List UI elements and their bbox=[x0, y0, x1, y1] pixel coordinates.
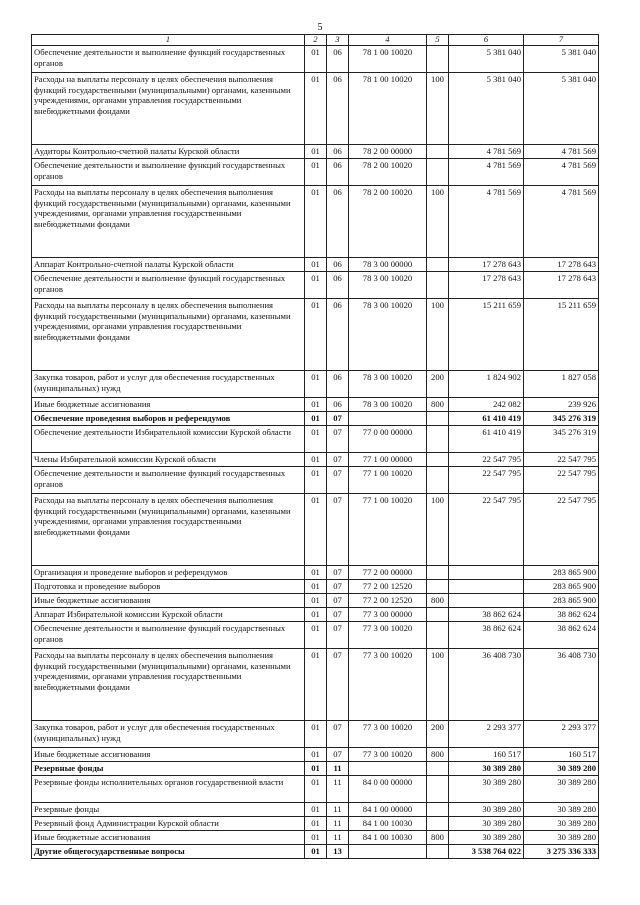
row-name: Резервные фонды bbox=[32, 762, 305, 776]
row-sum-year-1 bbox=[449, 594, 524, 608]
row-name: Резервный фонд Администрации Курской области bbox=[32, 817, 305, 831]
row-sum-year-1 bbox=[449, 580, 524, 594]
table-row bbox=[32, 566, 599, 580]
row-section-code: 01 bbox=[305, 831, 327, 845]
row-sum-year-1: 30 389 280 bbox=[449, 817, 524, 831]
row-target-article: 78 1 00 10020 bbox=[349, 46, 427, 73]
table-row bbox=[32, 608, 599, 622]
row-subsection-code: 07 bbox=[327, 608, 349, 622]
row-expense-type bbox=[427, 566, 449, 580]
row-sum-year-2: 15 211 659 bbox=[524, 299, 599, 371]
row-sum-year-1: 242 082 bbox=[449, 398, 524, 412]
row-sum-year-1: 30 389 280 bbox=[449, 776, 524, 803]
row-sum-year-1: 1 824 902 bbox=[449, 371, 524, 398]
row-section-code: 01 bbox=[305, 817, 327, 831]
row-subsection-code: 06 bbox=[327, 145, 349, 159]
row-subsection-code: 07 bbox=[327, 453, 349, 467]
row-target-article: 78 3 00 10020 bbox=[349, 272, 427, 299]
row-sum-year-1: 30 389 280 bbox=[449, 831, 524, 845]
row-section-code: 01 bbox=[305, 622, 327, 649]
row-expense-type bbox=[427, 762, 449, 776]
row-subsection-code: 06 bbox=[327, 159, 349, 186]
row-target-article bbox=[349, 845, 427, 859]
row-sum-year-2: 30 389 280 bbox=[524, 817, 599, 831]
row-target-article: 77 3 00 10020 bbox=[349, 748, 427, 762]
row-target-article: 77 2 00 12520 bbox=[349, 580, 427, 594]
row-section-code: 01 bbox=[305, 649, 327, 721]
row-sum-year-2: 17 278 643 bbox=[524, 272, 599, 299]
row-section-code: 01 bbox=[305, 453, 327, 467]
row-subsection-code: 07 bbox=[327, 494, 349, 566]
row-expense-type bbox=[427, 412, 449, 426]
col-header-sum-year-2: 7 bbox=[524, 35, 599, 46]
col-header-sum-year-1: 6 bbox=[449, 35, 524, 46]
row-subsection-code: 07 bbox=[327, 748, 349, 762]
row-name: Подготовка и проведение выборов bbox=[32, 580, 305, 594]
row-expense-type bbox=[427, 453, 449, 467]
table-row bbox=[32, 426, 599, 453]
row-expense-type: 200 bbox=[427, 371, 449, 398]
row-sum-year-1: 4 781 569 bbox=[449, 145, 524, 159]
row-subsection-code: 06 bbox=[327, 73, 349, 145]
row-sum-year-1: 2 293 377 bbox=[449, 721, 524, 748]
row-sum-year-2: 1 827 058 bbox=[524, 371, 599, 398]
row-name: Расходы на выплаты персоналу в целях обеспечения выполнения функций государственными (муниципальными) органами, казенными учреждениями, органами управления государственными внебюджетными фондами bbox=[32, 649, 305, 721]
table-row bbox=[32, 594, 599, 608]
row-subsection-code: 11 bbox=[327, 776, 349, 803]
page-number: 5 bbox=[317, 22, 323, 33]
row-target-article: 77 3 00 10020 bbox=[349, 622, 427, 649]
row-section-code: 01 bbox=[305, 594, 327, 608]
row-section-code: 01 bbox=[305, 371, 327, 398]
row-sum-year-1: 5 381 040 bbox=[449, 73, 524, 145]
row-section-code: 01 bbox=[305, 494, 327, 566]
row-name: Обеспечение деятельности и выполнение функций государственных органов bbox=[32, 467, 305, 494]
row-expense-type bbox=[427, 258, 449, 272]
row-section-code: 01 bbox=[305, 845, 327, 859]
row-target-article: 78 2 00 10020 bbox=[349, 159, 427, 186]
row-name: Расходы на выплаты персоналу в целях обеспечения выполнения функций государственными (муниципальными) органами, казенными учреждениями, органами управления государственными внебюджетными фондами bbox=[32, 186, 305, 258]
row-sum-year-1: 3 538 764 022 bbox=[449, 845, 524, 859]
row-section-code: 01 bbox=[305, 580, 327, 594]
row-expense-type bbox=[427, 159, 449, 186]
row-sum-year-1: 4 781 569 bbox=[449, 186, 524, 258]
row-section-code: 01 bbox=[305, 299, 327, 371]
row-subsection-code: 07 bbox=[327, 622, 349, 649]
row-target-article: 78 2 00 10020 bbox=[349, 186, 427, 258]
row-target-article: 78 3 00 10020 bbox=[349, 371, 427, 398]
row-expense-type: 100 bbox=[427, 73, 449, 145]
table-row bbox=[32, 494, 599, 566]
row-name: Аудиторы Контрольно-счетной палаты Курской области bbox=[32, 145, 305, 159]
row-target-article: 78 3 00 00000 bbox=[349, 258, 427, 272]
row-subsection-code: 07 bbox=[327, 594, 349, 608]
table-row bbox=[32, 845, 599, 859]
row-sum-year-2: 283 865 900 bbox=[524, 594, 599, 608]
row-expense-type bbox=[427, 426, 449, 453]
table-row bbox=[32, 817, 599, 831]
table-row bbox=[32, 467, 599, 494]
row-subsection-code: 07 bbox=[327, 426, 349, 453]
row-subsection-code: 07 bbox=[327, 566, 349, 580]
row-subsection-code: 06 bbox=[327, 258, 349, 272]
row-section-code: 01 bbox=[305, 721, 327, 748]
row-sum-year-1: 38 862 624 bbox=[449, 608, 524, 622]
row-subsection-code: 11 bbox=[327, 817, 349, 831]
row-subsection-code: 11 bbox=[327, 803, 349, 817]
table-row bbox=[32, 748, 599, 762]
table-row bbox=[32, 371, 599, 398]
row-name: Резервные фонды bbox=[32, 803, 305, 817]
table-row bbox=[32, 46, 599, 73]
row-expense-type bbox=[427, 622, 449, 649]
row-name: Обеспечение проведения выборов и референдумов bbox=[32, 412, 305, 426]
row-expense-type: 200 bbox=[427, 721, 449, 748]
table-row bbox=[32, 412, 599, 426]
row-sum-year-2: 22 547 795 bbox=[524, 453, 599, 467]
row-sum-year-1: 38 862 624 bbox=[449, 622, 524, 649]
row-expense-type: 800 bbox=[427, 594, 449, 608]
table-row bbox=[32, 272, 599, 299]
row-name: Обеспечение деятельности и выполнение функций государственных органов bbox=[32, 272, 305, 299]
row-name: Расходы на выплаты персоналу в целях обеспечения выполнения функций государственными (муниципальными) органами, казенными учреждениями, органами управления государственными внебюджетными фондами bbox=[32, 73, 305, 145]
col-header-section: 2 bbox=[305, 35, 327, 46]
row-target-article: 77 1 00 10020 bbox=[349, 467, 427, 494]
row-expense-type: 100 bbox=[427, 494, 449, 566]
row-name: Обеспечение деятельности и выполнение функций государственных органов bbox=[32, 46, 305, 73]
row-name: Организация и проведение выборов и референдумов bbox=[32, 566, 305, 580]
row-sum-year-2: 38 862 624 bbox=[524, 622, 599, 649]
row-expense-type bbox=[427, 145, 449, 159]
row-target-article: 78 3 00 10020 bbox=[349, 299, 427, 371]
row-sum-year-1 bbox=[449, 566, 524, 580]
row-subsection-code: 11 bbox=[327, 762, 349, 776]
row-section-code: 01 bbox=[305, 608, 327, 622]
row-name: Иные бюджетные ассигнования bbox=[32, 594, 305, 608]
table-row bbox=[32, 186, 599, 258]
row-section-code: 01 bbox=[305, 186, 327, 258]
row-sum-year-1: 61 410 419 bbox=[449, 412, 524, 426]
row-sum-year-1: 4 781 569 bbox=[449, 159, 524, 186]
column-number-row bbox=[32, 35, 599, 46]
row-section-code: 01 bbox=[305, 398, 327, 412]
row-section-code: 01 bbox=[305, 159, 327, 186]
row-target-article bbox=[349, 412, 427, 426]
row-target-article: 77 0 00 00000 bbox=[349, 426, 427, 453]
row-target-article: 77 1 00 00000 bbox=[349, 453, 427, 467]
row-sum-year-2: 30 389 280 bbox=[524, 776, 599, 803]
row-sum-year-2: 5 381 040 bbox=[524, 46, 599, 73]
row-sum-year-2: 30 389 280 bbox=[524, 762, 599, 776]
row-expense-type bbox=[427, 817, 449, 831]
row-name: Резервные фонды исполнительных органов государственной власти bbox=[32, 776, 305, 803]
row-section-code: 01 bbox=[305, 803, 327, 817]
row-name: Обеспечение деятельности и выполнение функций государственных органов bbox=[32, 622, 305, 649]
row-subsection-code: 07 bbox=[327, 721, 349, 748]
row-name: Расходы на выплаты персоналу в целях обеспечения выполнения функций государственными (муниципальными) органами, казенными учреждениями, органами управления государственными внебюджетными фондами bbox=[32, 494, 305, 566]
row-section-code: 01 bbox=[305, 412, 327, 426]
row-expense-type bbox=[427, 608, 449, 622]
row-expense-type bbox=[427, 803, 449, 817]
row-sum-year-1: 22 547 795 bbox=[449, 494, 524, 566]
row-target-article: 84 1 00 00000 bbox=[349, 803, 427, 817]
col-header-name: 1 bbox=[32, 35, 305, 46]
row-expense-type: 100 bbox=[427, 186, 449, 258]
row-sum-year-1: 17 278 643 bbox=[449, 272, 524, 299]
row-target-article: 78 3 00 10020 bbox=[349, 398, 427, 412]
row-sum-year-2: 5 381 040 bbox=[524, 73, 599, 145]
row-expense-type: 800 bbox=[427, 748, 449, 762]
table-row bbox=[32, 622, 599, 649]
row-name: Аппарат Контрольно-счетной палаты Курской области bbox=[32, 258, 305, 272]
row-sum-year-2: 38 862 624 bbox=[524, 608, 599, 622]
row-sum-year-1: 36 408 730 bbox=[449, 649, 524, 721]
row-target-article: 77 3 00 10020 bbox=[349, 721, 427, 748]
row-subsection-code: 06 bbox=[327, 371, 349, 398]
row-sum-year-1: 160 517 bbox=[449, 748, 524, 762]
row-expense-type bbox=[427, 580, 449, 594]
row-section-code: 01 bbox=[305, 46, 327, 73]
row-sum-year-2: 160 517 bbox=[524, 748, 599, 762]
row-target-article: 77 3 00 00000 bbox=[349, 608, 427, 622]
row-target-article: 78 1 00 10020 bbox=[349, 73, 427, 145]
table-row bbox=[32, 831, 599, 845]
row-sum-year-2: 30 389 280 bbox=[524, 803, 599, 817]
table-row bbox=[32, 299, 599, 371]
col-header-expense-type: 5 bbox=[427, 35, 449, 46]
row-section-code: 01 bbox=[305, 426, 327, 453]
row-subsection-code: 06 bbox=[327, 186, 349, 258]
row-target-article bbox=[349, 762, 427, 776]
row-sum-year-2: 17 278 643 bbox=[524, 258, 599, 272]
table-row bbox=[32, 803, 599, 817]
row-expense-type bbox=[427, 776, 449, 803]
row-name: Аппарат Избирательной комиссии Курской области bbox=[32, 608, 305, 622]
row-sum-year-2: 36 408 730 bbox=[524, 649, 599, 721]
row-sum-year-2: 3 275 336 333 bbox=[524, 845, 599, 859]
row-subsection-code: 06 bbox=[327, 398, 349, 412]
col-header-subsection: 3 bbox=[327, 35, 349, 46]
row-target-article: 84 0 00 00000 bbox=[349, 776, 427, 803]
row-name: Обеспечение деятельности Избирательной комиссии Курской области bbox=[32, 426, 305, 453]
row-expense-type bbox=[427, 467, 449, 494]
row-name: Иные бюджетные ассигнования bbox=[32, 831, 305, 845]
row-sum-year-2: 283 865 900 bbox=[524, 580, 599, 594]
row-sum-year-1: 15 211 659 bbox=[449, 299, 524, 371]
table-row bbox=[32, 721, 599, 748]
row-expense-type bbox=[427, 272, 449, 299]
row-section-code: 01 bbox=[305, 145, 327, 159]
row-name: Расходы на выплаты персоналу в целях обеспечения выполнения функций государственными (муниципальными) органами, казенными учреждениями, органами управления государственными внебюджетными фондами bbox=[32, 299, 305, 371]
row-sum-year-1: 22 547 795 bbox=[449, 467, 524, 494]
row-section-code: 01 bbox=[305, 566, 327, 580]
row-sum-year-1: 30 389 280 bbox=[449, 762, 524, 776]
row-target-article: 77 3 00 10020 bbox=[349, 649, 427, 721]
row-sum-year-2: 4 781 569 bbox=[524, 159, 599, 186]
row-subsection-code: 07 bbox=[327, 580, 349, 594]
row-sum-year-2: 4 781 569 bbox=[524, 145, 599, 159]
row-expense-type: 100 bbox=[427, 649, 449, 721]
row-section-code: 01 bbox=[305, 467, 327, 494]
row-sum-year-2: 2 293 377 bbox=[524, 721, 599, 748]
row-target-article: 78 2 00 00000 bbox=[349, 145, 427, 159]
row-target-article: 77 1 00 10020 bbox=[349, 494, 427, 566]
row-sum-year-2: 22 547 795 bbox=[524, 467, 599, 494]
budget-table bbox=[31, 34, 599, 859]
row-target-article: 77 2 00 00000 bbox=[349, 566, 427, 580]
col-header-target-article: 4 bbox=[349, 35, 427, 46]
table-row bbox=[32, 258, 599, 272]
row-subsection-code: 06 bbox=[327, 272, 349, 299]
row-expense-type bbox=[427, 845, 449, 859]
table-row bbox=[32, 398, 599, 412]
row-target-article: 77 2 00 12520 bbox=[349, 594, 427, 608]
table-row bbox=[32, 649, 599, 721]
row-name: Закупка товаров, работ и услуг для обеспечения государственных (муниципальных) нужд bbox=[32, 721, 305, 748]
table-body bbox=[32, 46, 599, 859]
row-sum-year-2: 239 926 bbox=[524, 398, 599, 412]
row-section-code: 01 bbox=[305, 258, 327, 272]
row-sum-year-1: 61 410 419 bbox=[449, 426, 524, 453]
row-sum-year-2: 283 865 900 bbox=[524, 566, 599, 580]
row-section-code: 01 bbox=[305, 748, 327, 762]
table-row bbox=[32, 776, 599, 803]
row-section-code: 01 bbox=[305, 73, 327, 145]
row-expense-type: 800 bbox=[427, 831, 449, 845]
row-subsection-code: 11 bbox=[327, 831, 349, 845]
table-row bbox=[32, 762, 599, 776]
row-name: Закупка товаров, работ и услуг для обеспечения государственных (муниципальных) нужд bbox=[32, 371, 305, 398]
row-expense-type bbox=[427, 46, 449, 73]
row-section-code: 01 bbox=[305, 762, 327, 776]
table-row bbox=[32, 453, 599, 467]
row-target-article: 84 1 00 10030 bbox=[349, 831, 427, 845]
row-name: Иные бюджетные ассигнования bbox=[32, 748, 305, 762]
row-sum-year-2: 30 389 280 bbox=[524, 831, 599, 845]
row-expense-type: 100 bbox=[427, 299, 449, 371]
row-sum-year-1: 5 381 040 bbox=[449, 46, 524, 73]
row-name: Иные бюджетные ассигнования bbox=[32, 398, 305, 412]
row-target-article: 84 1 00 10030 bbox=[349, 817, 427, 831]
row-name: Обеспечение деятельности и выполнение функций государственных органов bbox=[32, 159, 305, 186]
row-subsection-code: 13 bbox=[327, 845, 349, 859]
row-sum-year-1: 30 389 280 bbox=[449, 803, 524, 817]
row-name: Члены Избирательной комиссии Курской области bbox=[32, 453, 305, 467]
row-sum-year-2: 22 547 795 bbox=[524, 494, 599, 566]
table-row bbox=[32, 73, 599, 145]
row-subsection-code: 06 bbox=[327, 46, 349, 73]
row-expense-type: 800 bbox=[427, 398, 449, 412]
row-section-code: 01 bbox=[305, 776, 327, 803]
row-sum-year-2: 345 276 319 bbox=[524, 412, 599, 426]
row-subsection-code: 06 bbox=[327, 299, 349, 371]
row-sum-year-2: 4 781 569 bbox=[524, 186, 599, 258]
table-row bbox=[32, 159, 599, 186]
row-subsection-code: 07 bbox=[327, 467, 349, 494]
row-sum-year-1: 17 278 643 bbox=[449, 258, 524, 272]
row-name: Другие общегосударственные вопросы bbox=[32, 845, 305, 859]
table-row bbox=[32, 145, 599, 159]
row-subsection-code: 07 bbox=[327, 649, 349, 721]
row-sum-year-2: 345 276 319 bbox=[524, 426, 599, 453]
row-section-code: 01 bbox=[305, 272, 327, 299]
table-row bbox=[32, 580, 599, 594]
row-sum-year-1: 22 547 795 bbox=[449, 453, 524, 467]
row-subsection-code: 07 bbox=[327, 412, 349, 426]
